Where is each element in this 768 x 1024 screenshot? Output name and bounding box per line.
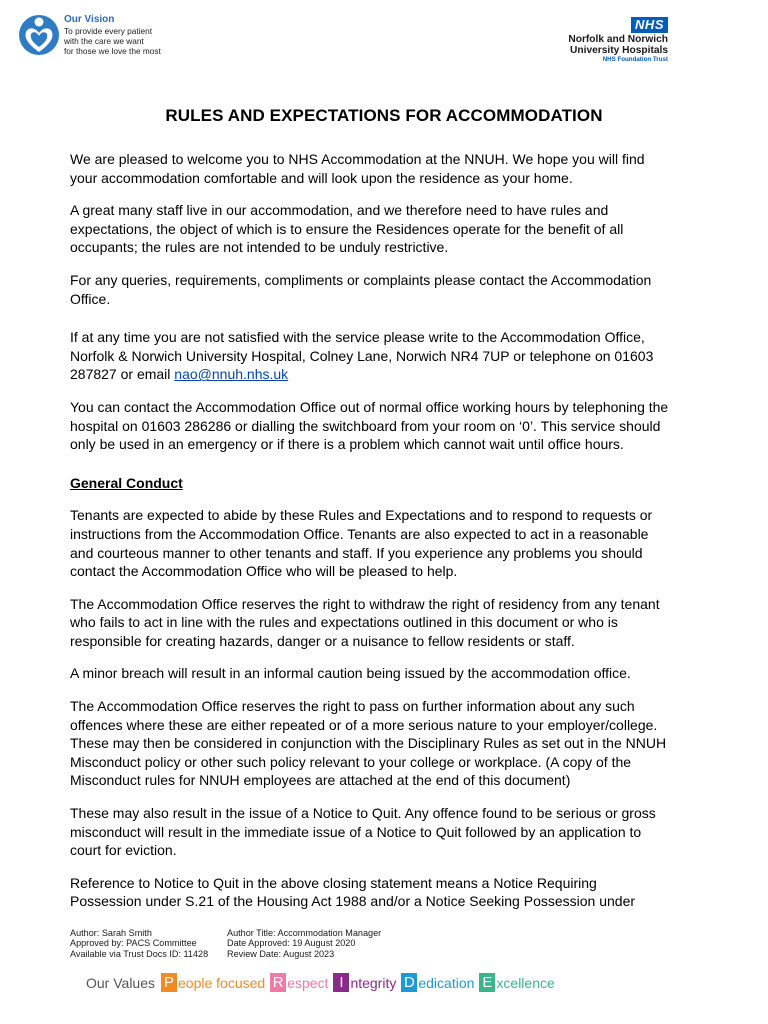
trust-name-line-2: University Hospitals: [570, 45, 668, 56]
footer-author: Author: Sarah Smith: [70, 928, 152, 938]
nhs-badge: NHS: [631, 17, 668, 33]
value-letter: I: [333, 973, 349, 992]
nhs-trust-logo: [538, 16, 668, 64]
value-excellence: [479, 973, 554, 992]
value-text: espect: [287, 974, 329, 991]
vision-line: for those we love the most: [64, 46, 161, 56]
value-text: xcellence: [496, 974, 555, 991]
footer-author-title: Author Title: Accommodation Manager: [227, 928, 382, 938]
complaints-paragraph: [70, 328, 670, 384]
value-letter: R: [270, 973, 286, 992]
value-text: ntegrity: [350, 974, 397, 991]
value-letter: D: [401, 973, 417, 992]
value-integrity: [333, 973, 396, 992]
value-dedication: [401, 973, 474, 992]
footer-available: Available via Trust Docs ID: 11428: [70, 948, 209, 959]
conduct-paragraph: The Accommodation Office reserves the right to pass on further information about any such offences where these are either repeated or of a more serious nature to your employer/college. These may then be considered in conjunction with the Disciplinary Rules as set out in the NNUH Misconduct policy or other such policy relevant to your college or workplace. (A copy of the Misconduct rules for NNUH employees are attached at the end of this document): [70, 698, 667, 789]
vision-line: with the care we want: [64, 36, 144, 46]
conduct-paragraph: Tenants are expected to abide by these Rules and Expectations and to respond to requests or instructions from the Accommodation Office. Tenants are also expected to act in a reasonable and courteous manner to other tenants and staff. If you experience any problems you should contact the Accommodation Office who will be pleased to help.: [70, 507, 653, 580]
trust-subtitle: NHS Foundation Trust: [602, 56, 668, 63]
value-letter: E: [479, 973, 495, 992]
footer-metadata: [70, 928, 381, 959]
footer-date-approved: Date Approved: 19 August 2020: [227, 938, 356, 949]
document-body: [70, 150, 670, 925]
vision-title: Our Vision: [64, 14, 115, 25]
section-heading-general-conduct: General Conduct: [70, 474, 183, 491]
vision-text: [64, 15, 161, 56]
value-text: eople focused: [178, 974, 266, 991]
document-title: RULES AND EXPECTATIONS FOR ACCOMMODATION: [165, 106, 603, 125]
conduct-paragraph: The Accommodation Office reserves the right to withdraw the right of residency from any tenant who fails to act in line with the rules and expectations outlined in this document or who is responsible for creating hazards, danger or a nuisance to fellow residents or staff.: [70, 595, 660, 649]
vision-block: [18, 14, 161, 56]
conduct-paragraph: Reference to Notice to Quit in the above closing statement means a Notice Requiring Possession under S.21 of the Housing Act 1988 and/or a Notice Seeking Possession under: [70, 874, 636, 910]
trust-name-line-1: Norfolk and Norwich: [568, 34, 668, 45]
email-link[interactable]: nao@nnuh.nhs.uk: [174, 366, 289, 383]
our-values-strip: [86, 973, 560, 992]
queries-paragraph: For any queries, requirements, compliments or complaints please contact the Accommodation Office.: [70, 271, 652, 307]
rules-purpose-paragraph: A great many staff live in our accommodation, and we therefore need to have rules and expectations, the object of which is to ensure the Residences operate for the benefit of all occupants; the rules are not intended to be unduly restrictive.: [70, 202, 624, 256]
welcome-paragraph: We are pleased to welcome you to NHS Accommodation at the NNUH. We hope you will find your accommodation comfortable and will look upon the residence as your home.: [70, 151, 645, 186]
footer-review-date: Review Date: August 2023: [227, 948, 335, 959]
footer-approved-by: Approved by: PACS Committee: [70, 938, 197, 949]
values-label: Our Values: [86, 974, 155, 991]
complaints-text: If at any time you are not satisfied with the service please write to the Accommodation Office, Norfolk & Norwich University Hospital, Colney Lane, Norwich NR4 7UP or telephone on 01603 287827 or email: [70, 329, 654, 383]
value-text: edication: [418, 974, 475, 991]
vision-heart-logo-icon: [18, 14, 60, 56]
conduct-paragraph: A minor breach will result in an informal caution being issued by the accommodation office.: [70, 665, 631, 682]
conduct-paragraph: These may also result in the issue of a Notice to Quit. Any offence found to be serious or gross misconduct will result in the immediate issue of a Notice to Quit followed by an application to court for eviction.: [70, 805, 656, 859]
value-people-focused: [161, 973, 265, 992]
vision-line: To provide every patient: [64, 26, 153, 36]
out-of-hours-paragraph: You can contact the Accommodation Office out of normal office working hours by telephoning the hospital on 01603 286286 or dialling the switchboard from your room on ‘0’. This service should only be used in an emergency or if there is a problem which cannot wait until office hours.: [70, 398, 669, 453]
value-respect: [270, 973, 328, 992]
value-letter: P: [161, 973, 177, 992]
